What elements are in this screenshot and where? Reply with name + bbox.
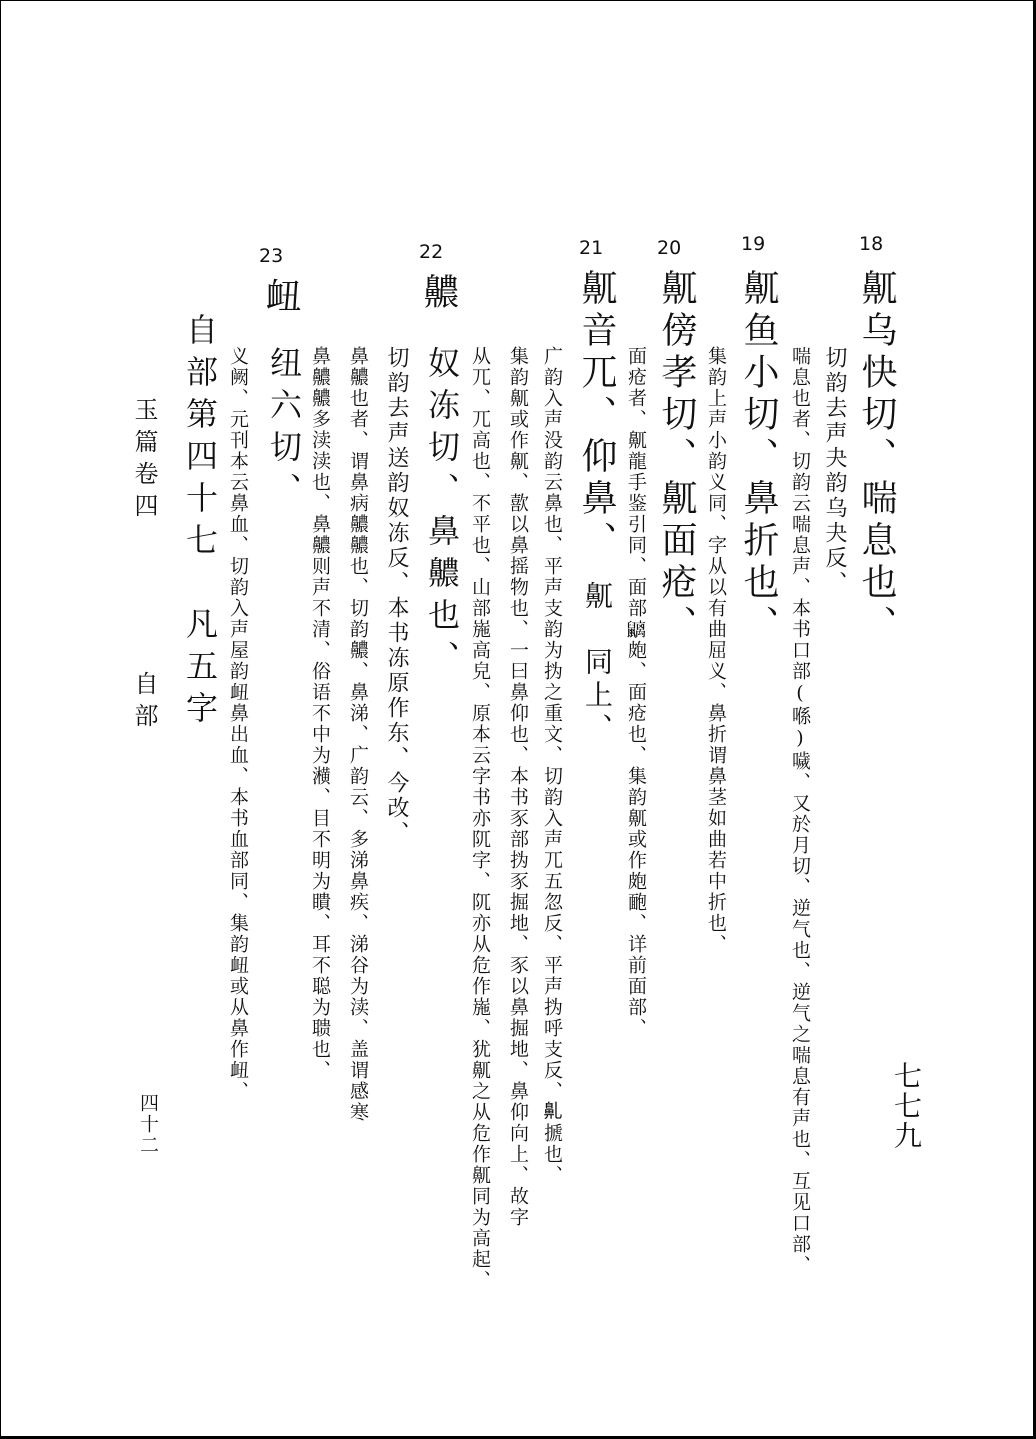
folio-number: 四十二	[137, 1093, 159, 1156]
entry-definition: 纽六切、	[265, 346, 303, 514]
entry-headword	[651, 269, 702, 647]
entry-note: 切韵去声送韵奴冻反、本书冻原作东、今改、	[384, 346, 409, 846]
section-name: 自部	[130, 671, 158, 735]
entry-definition: 乌快切、喘息也、	[856, 311, 897, 647]
entry-variant: 鼿 同上、	[581, 581, 614, 746]
entry-note: 义阙、元刊本云鼻血、切韵入声屋韵衄鼻出血、本书血部同、集韵衄或从鼻作衄、	[227, 346, 249, 1102]
entry-character: 鼿	[738, 269, 779, 311]
entry-number: 20	[657, 237, 682, 259]
entry-note: 切韵去声夬韵乌夬反、	[822, 346, 847, 596]
entry-headword	[733, 269, 784, 647]
entry-definition: 鱼小切、鼻折也、	[738, 311, 779, 647]
entry-character: 鼿	[576, 269, 617, 311]
entry-number: 18	[859, 233, 884, 255]
entry-headword	[571, 269, 622, 563]
entry-character: 鼿	[856, 269, 897, 311]
entry-character: 衄	[260, 277, 301, 319]
entry-definition: 傍孝切、鼿面疮、	[656, 311, 697, 647]
volume-title: 玉篇卷四	[130, 397, 158, 525]
entry-note: 广韵入声没韵云鼻也、平声支韵为㧑之重文、切韵入声兀五忽反、平声㧑呼支反、𪖐搋也、	[541, 346, 563, 1186]
entry-number: 21	[579, 237, 604, 259]
entry-headword	[413, 273, 464, 315]
entry-headword	[851, 269, 902, 647]
entry-character: 齈	[418, 273, 459, 315]
entry-note: 喘息也者、切韵云喘息声、本书口部(喺)噦、又於月切、逆气也、逆气之喘息有声也、互见口部、	[789, 346, 811, 1276]
entry-note: 集韵鼿或作鼿、歖以鼻摇物也、一曰鼻仰也、本书豕部㧑豕掘地、豕以鼻掘地、鼻仰向上、故字	[507, 346, 529, 1228]
entry-number: 22	[419, 241, 444, 263]
page-number: 七七九	[890, 1061, 923, 1151]
section-total: 自部第四十七 凡五字	[181, 313, 219, 733]
entry-headword	[255, 277, 306, 319]
entry-note: 面疮者、鼿龍手鉴引同、面部𪖂皰、面疮也、集韵鼿或作皰靤、详前面部、	[625, 346, 647, 1039]
entry-number: 19	[741, 233, 766, 255]
entry-note: 鼻齈齈多渎渎也、鼻齈则声不清、俗语不中为㶇、目不明为瞶、耳不聪为聩也、	[309, 346, 331, 1081]
entry-note: 集韵上声小韵义同、字从以有曲屈义、鼻折谓鼻茎如曲若中折也、	[705, 346, 727, 955]
entry-character: 鼿	[656, 269, 697, 311]
entry-note: 鼻齈也者、谓鼻病齈齈也、切韵齈、鼻涕、广韵云、多涕鼻疾、涕谷为渎、盖谓感寒	[347, 346, 369, 1123]
entry-note: 从兀、兀高也、不平也、山部崺高皃、原本云字书亦阢字、阢亦从危作崺、犹鼿之从危作鼿同为高起、	[469, 346, 491, 1291]
entry-definition: 音兀、仰鼻、	[576, 311, 617, 563]
entry-definition: 奴冻切、鼻齈也、	[423, 346, 461, 682]
entry-number: 23	[259, 245, 284, 267]
